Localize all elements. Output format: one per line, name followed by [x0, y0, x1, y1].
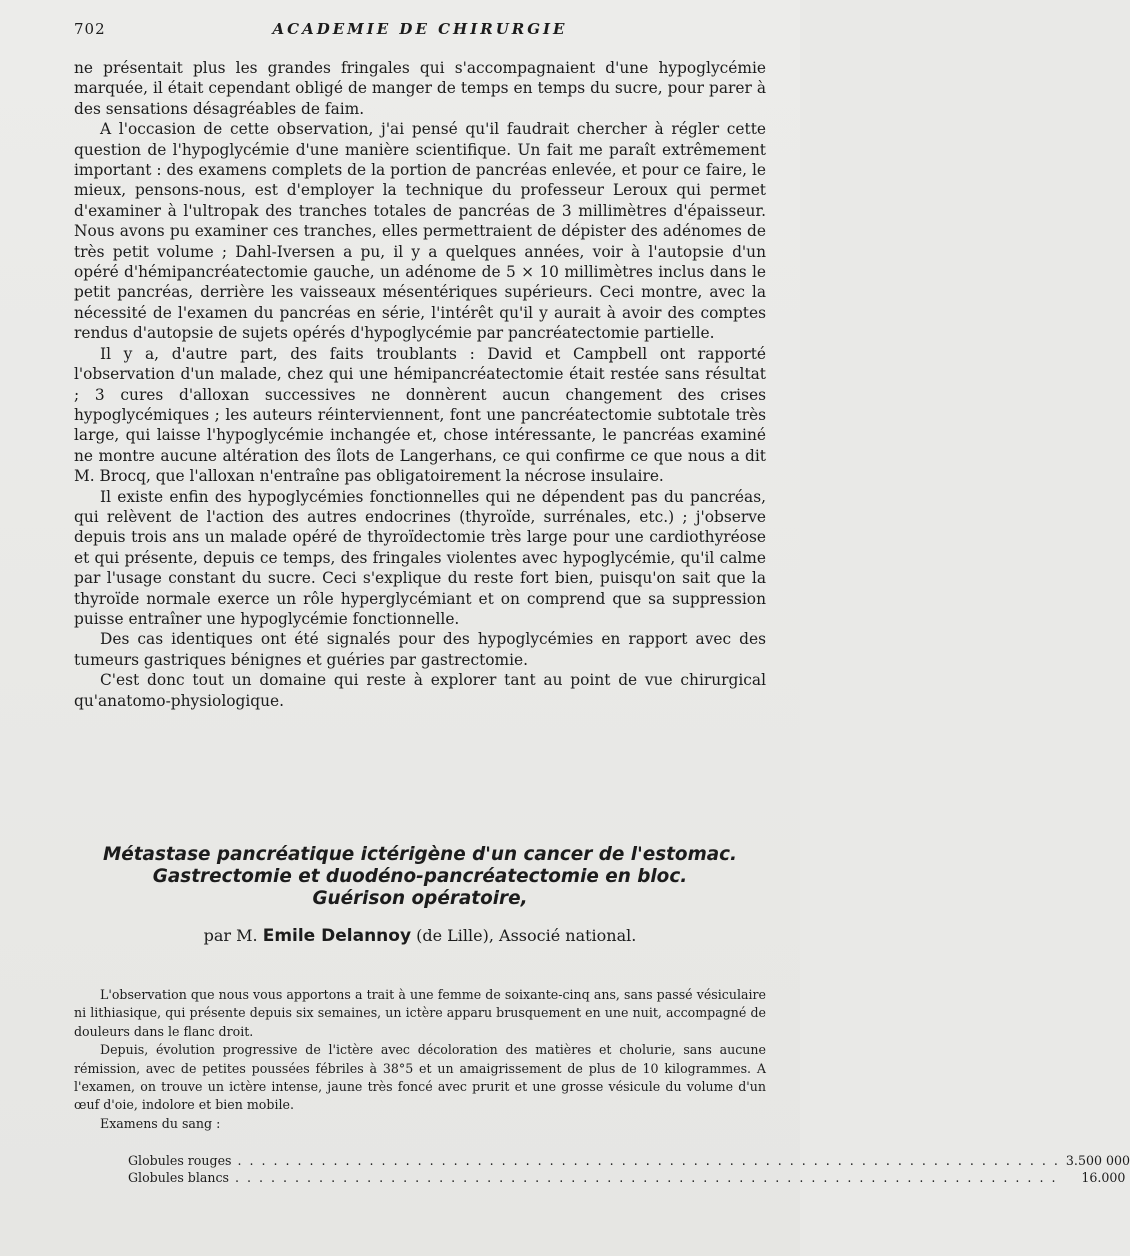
article-title-line: Métastase pancréatique ictérigène d'un cancer de l'estomac. [102, 844, 738, 865]
running-header [74, 20, 766, 46]
blood-exam-value: 16.000 [1081, 1170, 1126, 1185]
leader-dots: . . . . . . . . . . . . . . . . . . . . . . . . . . . . . . . . . . . . . . . . . . . . . . . . . . . . . . . . . . . . . . . . . . . . . [235, 1170, 1058, 1185]
paragraph: Il existe enfin des hypoglycémies fonctionnelles qui ne dépendent pas du pancréas, qui relèvent de l'action des autres endocrines (thyroïde, surrénales, etc.) ; j'observe depuis trois ans un malade opéré de thyroïdectomie très large pour une cardiothyréose et qui présente, depuis ce temps, des fringales violentes avec hypoglycémie, qu'il calme par l'usage constant du sucre. Ceci s'explique du reste fort bien, puisqu'on sait que la thyroïde normale exerce un rôle hyperglycémiant et on comprend que sa suppression puisse entraîner une hypoglycémie fonctionnelle. [74, 487, 766, 628]
paragraph: ne présentait plus les grandes fringales qui s'accompagnaient d'une hypoglycémie marquée, il était cependant obligé de manger de temps en temps du sucre, pour parer à des sensations désagréables de faim. [74, 59, 766, 118]
paragraph: C'est donc tout un domaine qui reste à explorer tant au point de vue chirurgical qu'anatomo-physiologique. [74, 671, 766, 710]
author-name: Emile Delannoy [262, 926, 412, 946]
case-paragraph: Depuis, évolution progressive de l'ictère avec décoloration des matières et cholurie, sans aucune rémission, avec de petites poussées fébriles à 38°5 et un amaigrissement de plus de 10 kilogrammes. A l'examen, on trouve un ictère intense, jaune très foncé avec prurit et une grosse vésicule du volume d'un œuf d'oie, indolore et bien mobile. [74, 1042, 766, 1113]
case-paragraph: Examens du sang : [100, 1115, 221, 1131]
article-title [74, 844, 766, 910]
article-title-line: Guérison opératoire, [312, 888, 528, 909]
paragraph: Il y a, d'autre part, des faits troublants : David et Campbell ont rapporté l'observation d'un malade, chez qui une hémipancréatectomie était restée sans résultat ; 3 cures d'alloxan successives ne donnèrent aucun changement des crises hypoglycémiques ; les auteurs réinterviennent, font une pancréatectomie subtotale très large, qui laisse l'hypoglycémie inchangée et, chose intéressante, le pancréas examiné ne montre aucune altération des îlots de Langerhans, ce qui confirme ce que nous a dit M. Brocq, que l'alloxan n'entraîne pas obligatoirement la nécrose insulaire. [74, 344, 766, 486]
byline [74, 926, 766, 946]
case-report [74, 986, 766, 1133]
blood-exam-label: Globules rouges [128, 1153, 232, 1168]
table-row [128, 1152, 1130, 1169]
paragraph: Des cas identiques ont été signalés pour des hypoglycémies en rapport avec des tumeurs gastriques bénignes et guéries par gastrectomie. [74, 630, 766, 669]
page-number: 702 [74, 20, 106, 38]
blood-exam-value: 3.500 000 [1065, 1153, 1130, 1168]
blood-exam-table [128, 1152, 1130, 1186]
case-paragraph: L'observation que nous vous apportons a trait à une femme de soixante-cinq ans, sans passé vésiculaire ni lithiasique, qui présente depuis six semaines, un ictère apparu brusquement en une nuit, accompagné de douleurs dans le flanc droit. [74, 987, 766, 1039]
byline-prefix: par M. [203, 926, 258, 945]
running-title: ACADEMIE DE CHIRURGIE [272, 20, 568, 38]
leader-dots: . . . . . . . . . . . . . . . . . . . . . . . . . . . . . . . . . . . . . . . . . . . . . . . . . . . . . . . . . . . . . . . . . . . . . [237, 1153, 1060, 1168]
table-row [128, 1169, 1126, 1186]
byline-affiliation: (de Lille), Associé national. [416, 926, 637, 945]
blood-exam-label: Globules blancs [128, 1170, 230, 1185]
main-text [74, 58, 766, 711]
paragraph: A l'occasion de cette observation, j'ai pensé qu'il faudrait chercher à régler cette question de l'hypoglycémie d'une manière scientifique. Un fait me paraît extrêmement important : des examens complets de la portion de pancréas enlevée, et pour ce faire, le mieux, pensons-nous, est d'employer la technique du professeur Leroux qui permet d'examiner à l'ultropak des tranches totales de pancréas de 3 millimètres d'épaisseur. Nous avons pu examiner ces tranches, elles permettraient de dépister des adénomes de très petit volume ; Dahl-Iversen a pu, il y a quelques années, voir à l'autopsie d'un opéré d'hémipancréatectomie gauche, un adénome de 5 × 10 millimètres inclus dans le petit pancréas, derrière les vaisseaux mésentériques supérieurs. Ceci montre, avec la nécessité de l'examen du pancréas en série, l'intérêt qu'il y aurait à avoir des comptes rendus d'autopsie de sujets opérés d'hypoglycémie par pancréatectomie partielle. [74, 120, 766, 343]
article-title-line: Gastrectomie et duodéno-pancréatectomie en bloc. [152, 866, 688, 887]
